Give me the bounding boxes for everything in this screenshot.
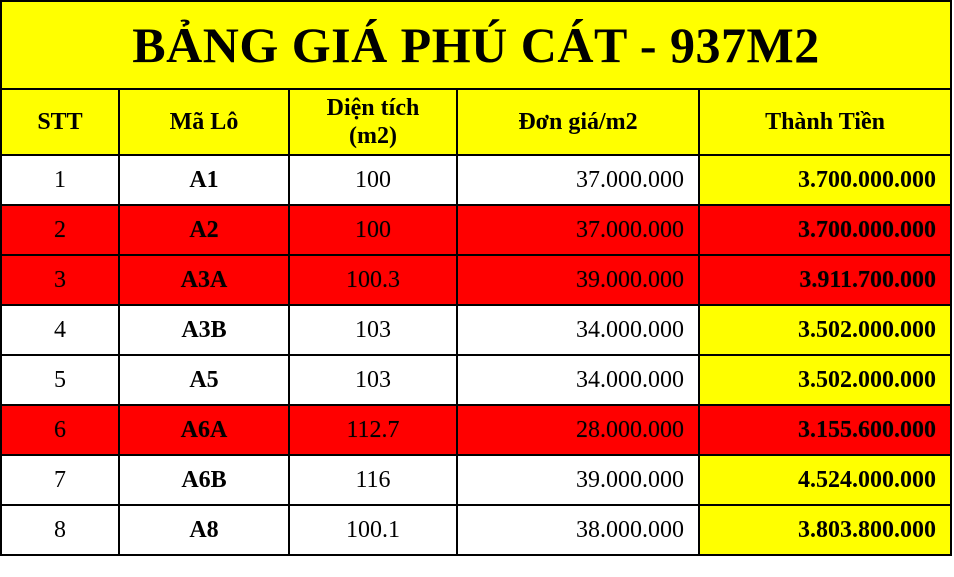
cell-lot: A3B	[119, 305, 289, 355]
header-total: Thành Tiền	[699, 89, 951, 155]
cell-area: 112.7	[289, 405, 457, 455]
cell-total: 3.155.600.000	[699, 405, 951, 455]
cell-unit-price: 28.000.000	[457, 405, 699, 455]
title-row	[1, 1, 951, 89]
table-row	[1, 355, 951, 405]
table-row	[1, 205, 951, 255]
cell-unit-price: 39.000.000	[457, 255, 699, 305]
cell-total: 3.911.700.000	[699, 255, 951, 305]
cell-total: 3.700.000.000	[699, 155, 951, 205]
cell-area: 116	[289, 455, 457, 505]
cell-lot: A8	[119, 505, 289, 555]
cell-area: 103	[289, 355, 457, 405]
page-title: BẢNG GIÁ PHÚ CÁT - 937M2	[1, 1, 951, 89]
table-row	[1, 305, 951, 355]
cell-total: 3.502.000.000	[699, 355, 951, 405]
header-lot: Mã Lô	[119, 89, 289, 155]
cell-total: 3.700.000.000	[699, 205, 951, 255]
cell-lot: A3A	[119, 255, 289, 305]
cell-area: 100.1	[289, 505, 457, 555]
table-row	[1, 255, 951, 305]
cell-unit-price: 34.000.000	[457, 305, 699, 355]
cell-stt: 8	[1, 505, 119, 555]
cell-unit-price: 37.000.000	[457, 155, 699, 205]
cell-area: 100.3	[289, 255, 457, 305]
cell-area: 103	[289, 305, 457, 355]
header-row	[1, 89, 951, 155]
cell-lot: A5	[119, 355, 289, 405]
cell-area: 100	[289, 205, 457, 255]
table-row	[1, 405, 951, 455]
header-stt: STT	[1, 89, 119, 155]
cell-stt: 2	[1, 205, 119, 255]
table-row	[1, 505, 951, 555]
table-row	[1, 155, 951, 205]
cell-stt: 7	[1, 455, 119, 505]
header-unit-price: Đơn giá/m2	[457, 89, 699, 155]
cell-stt: 1	[1, 155, 119, 205]
cell-stt: 6	[1, 405, 119, 455]
cell-lot: A2	[119, 205, 289, 255]
cell-stt: 5	[1, 355, 119, 405]
header-area: Diện tích (m2)	[289, 89, 457, 155]
cell-total: 3.502.000.000	[699, 305, 951, 355]
cell-lot: A1	[119, 155, 289, 205]
table-row	[1, 455, 951, 505]
cell-unit-price: 34.000.000	[457, 355, 699, 405]
table-body	[1, 1, 951, 555]
cell-lot: A6A	[119, 405, 289, 455]
cell-area: 100	[289, 155, 457, 205]
cell-unit-price: 39.000.000	[457, 455, 699, 505]
cell-lot: A6B	[119, 455, 289, 505]
cell-stt: 3	[1, 255, 119, 305]
cell-unit-price: 38.000.000	[457, 505, 699, 555]
cell-stt: 4	[1, 305, 119, 355]
cell-total: 4.524.000.000	[699, 455, 951, 505]
cell-unit-price: 37.000.000	[457, 205, 699, 255]
cell-total: 3.803.800.000	[699, 505, 951, 555]
